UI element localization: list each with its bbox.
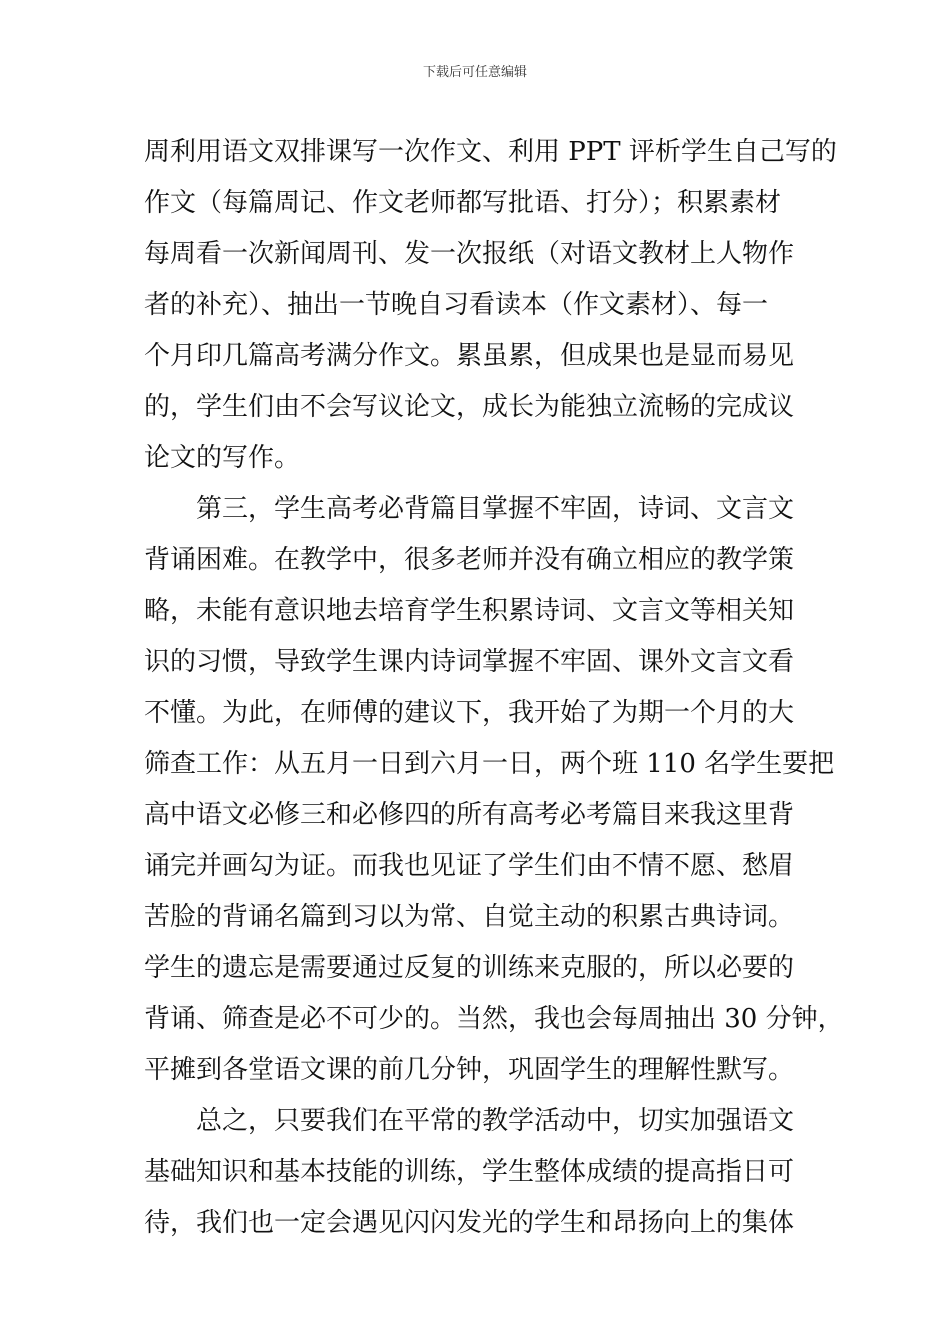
text-line: 筛查工作：从五月一日到六月一日，两个班 110 名学生要把 bbox=[144, 749, 835, 779]
text-line: 论文的写作。 bbox=[144, 443, 301, 473]
text-line: 每周看一次新闻周刊、发一次报纸（对语文教材上人物作 bbox=[144, 239, 795, 269]
text-line: 的，学生们由不会写议论文，成长为能独立流畅的完成议 bbox=[144, 392, 795, 422]
text-line: 高中语文必修三和必修四的所有高考必考篇目来我这里背 bbox=[144, 800, 795, 830]
text-line: 背诵困难。在教学中，很多老师并没有确立相应的教学策 bbox=[144, 545, 795, 575]
text-line: 个月印几篇高考满分作文。累虽累，但成果也是显而易见 bbox=[144, 341, 795, 371]
text-line: 学生的遗忘是需要通过反复的训练来克服的，所以必要的 bbox=[144, 953, 795, 983]
document-body bbox=[144, 127, 844, 1249]
text-line: 不懂。为此，在师傅的建议下，我开始了为期一个月的大 bbox=[144, 698, 795, 728]
text-line: 识的习惯，导致学生课内诗词掌握不牢固、课外文言文看 bbox=[144, 647, 795, 677]
paragraph-first-line: 第三，学生高考必背篇目掌握不牢固，诗词、文言文 bbox=[196, 494, 795, 524]
text-line: 平摊到各堂语文课的前几分钟，巩固学生的理解性默写。 bbox=[144, 1055, 795, 1085]
text-line: 苦脸的背诵名篇到习以为常、自觉主动的积累古典诗词。 bbox=[144, 902, 795, 932]
page-header: 下载后可任意编辑 bbox=[422, 65, 527, 80]
paragraph-first-line: 总之，只要我们在平常的教学活动中，切实加强语文 bbox=[196, 1106, 795, 1136]
text-line: 作文（每篇周记、作文老师都写批语、打分）；积累素材 bbox=[144, 188, 782, 218]
text-line: 基础知识和基本技能的训练，学生整体成绩的提高指日可 bbox=[144, 1157, 795, 1187]
text-line: 待，我们也一定会遇见闪闪发光的学生和昂扬向上的集体 bbox=[144, 1208, 795, 1238]
text-line: 诵完并画勾为证。而我也见证了学生们由不情不愿、愁眉 bbox=[144, 851, 795, 881]
text-line: 者的补充）、抽出一节晚自习看读本（作文素材）、每一 bbox=[144, 290, 769, 320]
text-line: 周利用语文双排课写一次作文、利用 PPT 评析学生自己写的 bbox=[144, 137, 837, 167]
text-line: 略，未能有意识地去培育学生积累诗词、文言文等相关知 bbox=[144, 596, 795, 626]
text-line: 背诵、筛查是必不可少的。当然，我也会每周抽出 30 分钟， bbox=[144, 1004, 844, 1034]
